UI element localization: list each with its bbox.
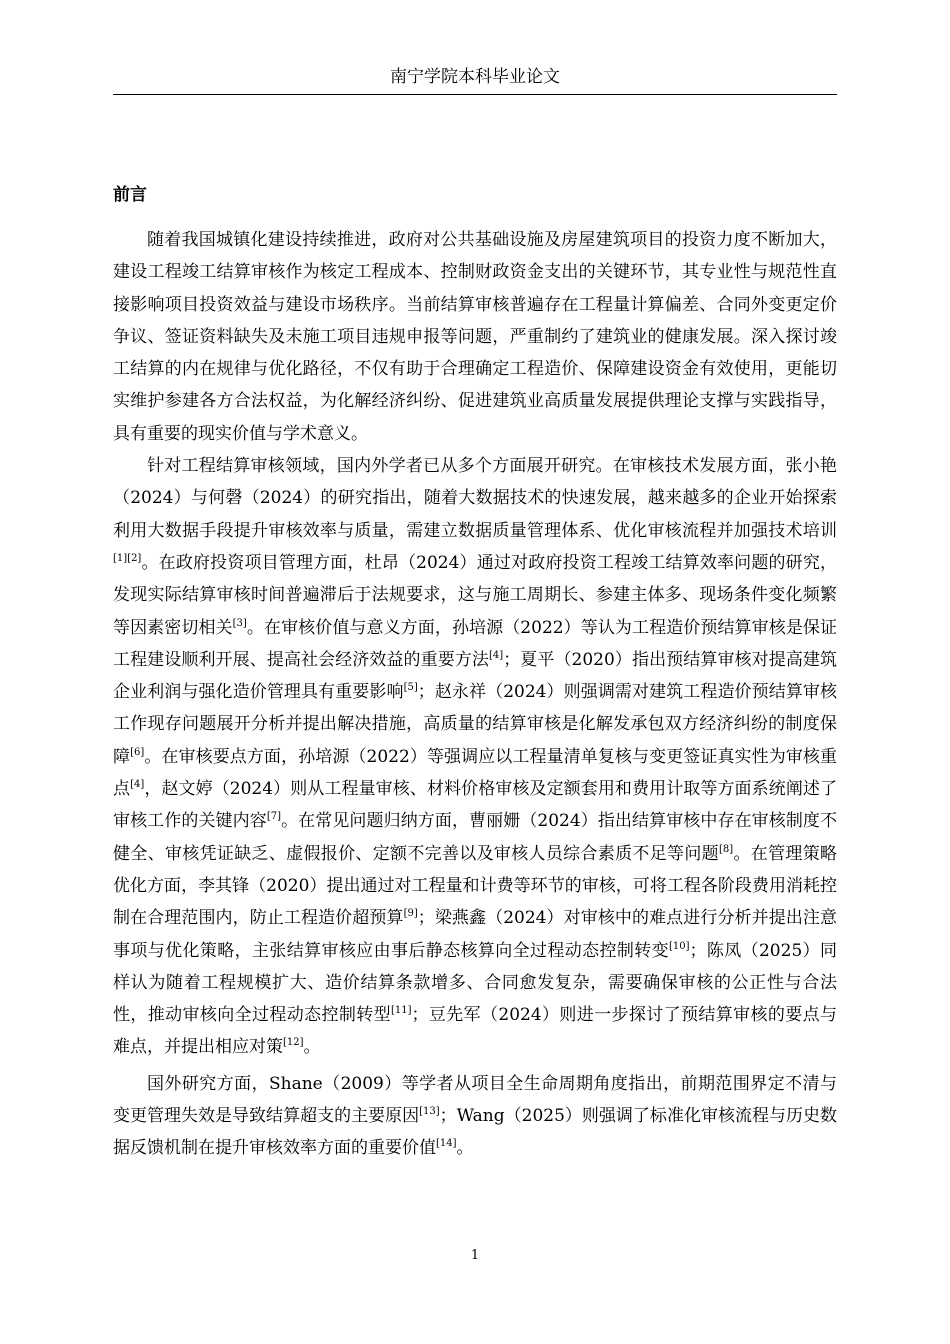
citation-ref: [7] (266, 811, 281, 823)
citation-ref: [3] (232, 617, 247, 629)
text-run: 。 (303, 1037, 321, 1058)
text-run: ；夏平（2020）指出预结算审核对提高建筑企业利润与强化造价管理具有重要影响 (113, 649, 838, 703)
text-run: ；豆先军（2024）则进一步探讨了预结算审核的要点与难点，并提出相应对策 (113, 1005, 838, 1058)
text-run: 。在政府投资项目管理方面，杜昂（2024）通过对政府投资工程竣工结算效率问题的研究，发现实际结算审核时间普遍滞后于法规要求，这与施工周期长、参建主体多、现场条件变化频繁等因素密切相关 (113, 552, 837, 638)
citation-ref: [4] (489, 649, 504, 661)
page-header: 南宁学院本科毕业论文 (113, 62, 837, 95)
citation-ref: [13] (419, 1106, 440, 1118)
paragraph-foreign-research (113, 1068, 837, 1165)
text-run: 随着我国城镇化建设持续推进，政府对公共基础设施及房屋建筑项目的投资力度不断加大，建设工程竣工结算审核作为核定工程成本、控制财政资金支出的关键环节，其专业性与规范性直接影响项目投资效益与建设市场秩序。当前结算审核普遍存在工程量计算偏差、合同外变更定价争议、签证资料缺失及未施工项目违规申报等问题，严重制约了建筑业的健康发展。深入探讨竣工结算的内在规律与优化路径，不仅有助于合理确定工程造价、保障建设资金有效使用，更能切实维护参建各方合法权益，为化解经济纠纷、促进建筑业高质量发展提供理论支撑与实践指导，具有重要的现实价值与学术意义。 (113, 230, 837, 444)
citation-ref: [4] (130, 779, 145, 791)
text-run: 针对工程结算审核领域，国内外学者已从多个方面展开研究。在审核技术发展方面，张小艳（2024）与何磬（2024）的研究指出，随着大数据技术的快速发展，越来越多的企业开始探索利用大数据手段提升审核效率与质量，需建立数据质量管理体系、优化审核流程并加强技术培训 (113, 456, 837, 541)
paragraph-intro (113, 224, 837, 450)
text-run: ，赵文婷（2024）则从工程量审核、材料价格审核及定额套用和费用计取等方面系统阐述了审核工作的关键内容 (113, 779, 838, 832)
text-run: 国外研究方面，Shane（2009）等学者从项目全生命周期角度指出，前期范围界定不清与变更管理失效是导致结算超支的主要原因 (113, 1073, 837, 1127)
text-run: ；Wang（2025）则强调了标准化审核流程与历史数据反馈机制在提升审核效率方面的重要价值 (113, 1106, 837, 1159)
text-run: ；梁燕鑫（2024）对审核中的难点进行分析并提出注意事项与优化策略，主张结算审核应由事后静态核算向全过程动态控制转变 (113, 908, 838, 961)
citation-ref: [8] (718, 843, 734, 855)
citation-ref: [11] (390, 1005, 412, 1017)
citation-ref: [14] (436, 1138, 457, 1150)
citation-ref: [1][2] (113, 552, 142, 564)
citation-ref: [10] (668, 940, 690, 952)
text-run: ；赵永祥（2024）则强调需对建筑工程造价预结算审核工作现存问题展开分析并提出解决措施，高质量的结算审核是化解发承包双方经济纠纷的制度保障 (113, 682, 838, 767)
citation-ref: [9] (403, 908, 418, 920)
text-run: 。在审核价值与意义方面，孙培源（2022）等认为工程造价预结算审核是保证工程建设顺利开展、提高社会经济效益的重要方法 (113, 617, 837, 670)
paragraph-domestic-research (113, 450, 837, 1064)
text-run: 。在审核要点方面，孙培源（2022）等强调应以工程量清单复核与变更签证真实性为审核重点 (113, 746, 838, 800)
text-run: 。在常见问题归纳方面，曹丽姗（2024）指出结算审核中存在审核制度不健全、审核凭证缺乏、虚假报价、定额不完善以及审核人员综合素质不足等问题 (113, 811, 838, 864)
text-run: 。 (456, 1138, 474, 1159)
text-run: 。在管理策略优化方面，李其锋（2020）提出通过对工程量和计费等环节的审核，可将工程各阶段费用消耗控制在合理范围内，防止工程造价超预算 (113, 843, 838, 929)
citation-ref: [5] (403, 682, 418, 694)
citation-ref: [6] (130, 746, 145, 758)
section-title: 前言 (113, 185, 147, 205)
text-run: ；陈凤（2025）同样认为随着工程规模扩大、造价结算条款增多、合同愈发复杂，需要确保审核的公正性与合法性，推动审核向全过程动态控制转型 (113, 940, 838, 1026)
citation-ref: [12] (283, 1037, 304, 1049)
body-text (113, 224, 837, 1165)
page-number: 1 (470, 1248, 480, 1263)
